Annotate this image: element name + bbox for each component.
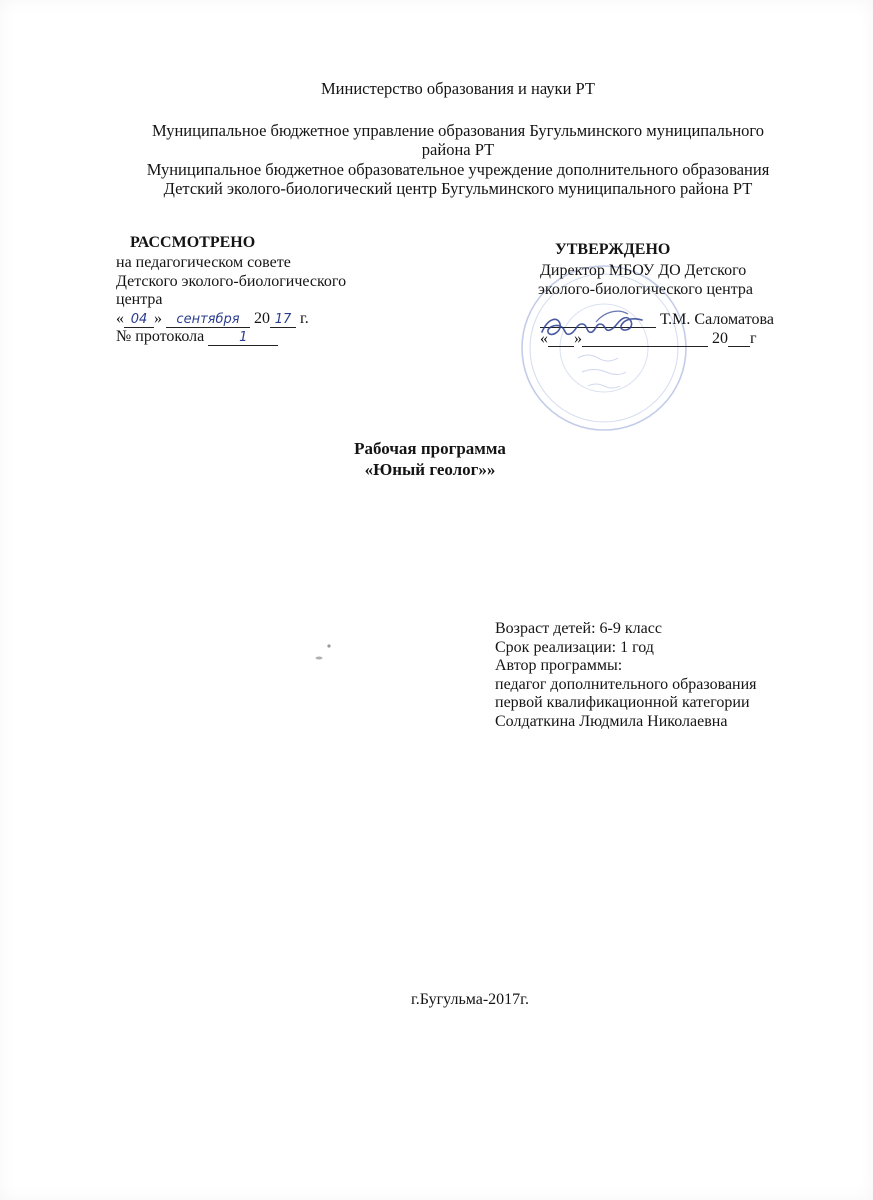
- scan-speck-icon: [310, 642, 334, 662]
- approved-date-end: г: [750, 329, 757, 347]
- municipal-admin-line1: Муниципальное бюджетное управление образования Бугульминского муниципального: [151, 121, 765, 140]
- considered-line1: на педагогическом совете: [116, 254, 291, 271]
- approved-line1: Директор МБОУ ДО Детского: [540, 262, 747, 279]
- considered-line2: Детского эколого-биологического: [116, 272, 347, 290]
- program-title-line1: Рабочая программа: [354, 439, 506, 458]
- considered-line3: центра: [116, 291, 163, 308]
- footer-place-year: г.Бугульма-2017г.: [411, 991, 529, 1008]
- author-name: Солдаткина Людмила Николаевна: [495, 712, 728, 730]
- approved-date: [540, 330, 774, 349]
- children-age: Возраст детей: 6-9 класс: [495, 620, 662, 637]
- considered-date-open: «: [116, 309, 124, 327]
- institution-line1: Муниципальное бюджетное образовательное учреждение дополнительного образования: [146, 160, 770, 179]
- municipal-admin-line2: района РТ: [421, 140, 495, 159]
- author-position2: первой квалификационной категории: [495, 694, 750, 711]
- considered-date-month: сентября: [166, 312, 250, 328]
- approved-signature-line: [540, 311, 774, 330]
- considered-date-end: г.: [300, 309, 309, 327]
- program-title-line2: «Юный геолог»»: [364, 460, 496, 479]
- implementation-term: Срок реализации: 1 год: [495, 638, 654, 656]
- considered-date-year-suffix: 17: [270, 312, 296, 328]
- approved-date-year-prefix: 20: [712, 329, 728, 347]
- considered-date-day: 04: [124, 312, 154, 328]
- considered-date-mid: »: [154, 309, 162, 327]
- approved-line2: эколого-биологического центра: [538, 280, 753, 298]
- ministry-line: Министерство образования и науки РТ: [321, 79, 595, 98]
- approved-date-mid: »: [574, 329, 582, 347]
- considered-date-year-prefix: 20: [254, 309, 270, 327]
- institution-line2: Детский эколого-биологический центр Бугульминского муниципального района РТ: [163, 179, 753, 198]
- considered-block: [130, 234, 255, 253]
- author-position1: педагог дополнительного образования: [495, 675, 757, 693]
- considered-protocol: [116, 328, 346, 347]
- approved-details: [540, 262, 774, 348]
- program-details: [495, 620, 757, 731]
- approved-block: [555, 241, 670, 260]
- considered-date: [116, 310, 346, 329]
- protocol-number: 1: [208, 330, 278, 346]
- director-name: Т.М. Саломатова: [660, 311, 774, 328]
- author-label: Автор программы:: [495, 657, 623, 674]
- approved-date-open: «: [540, 329, 548, 347]
- protocol-label: № протокола: [116, 328, 205, 345]
- considered-details: [116, 254, 346, 347]
- considered-heading: РАССМОТРЕНО: [130, 234, 256, 251]
- approved-heading: УТВЕРЖДЕНО: [555, 241, 671, 258]
